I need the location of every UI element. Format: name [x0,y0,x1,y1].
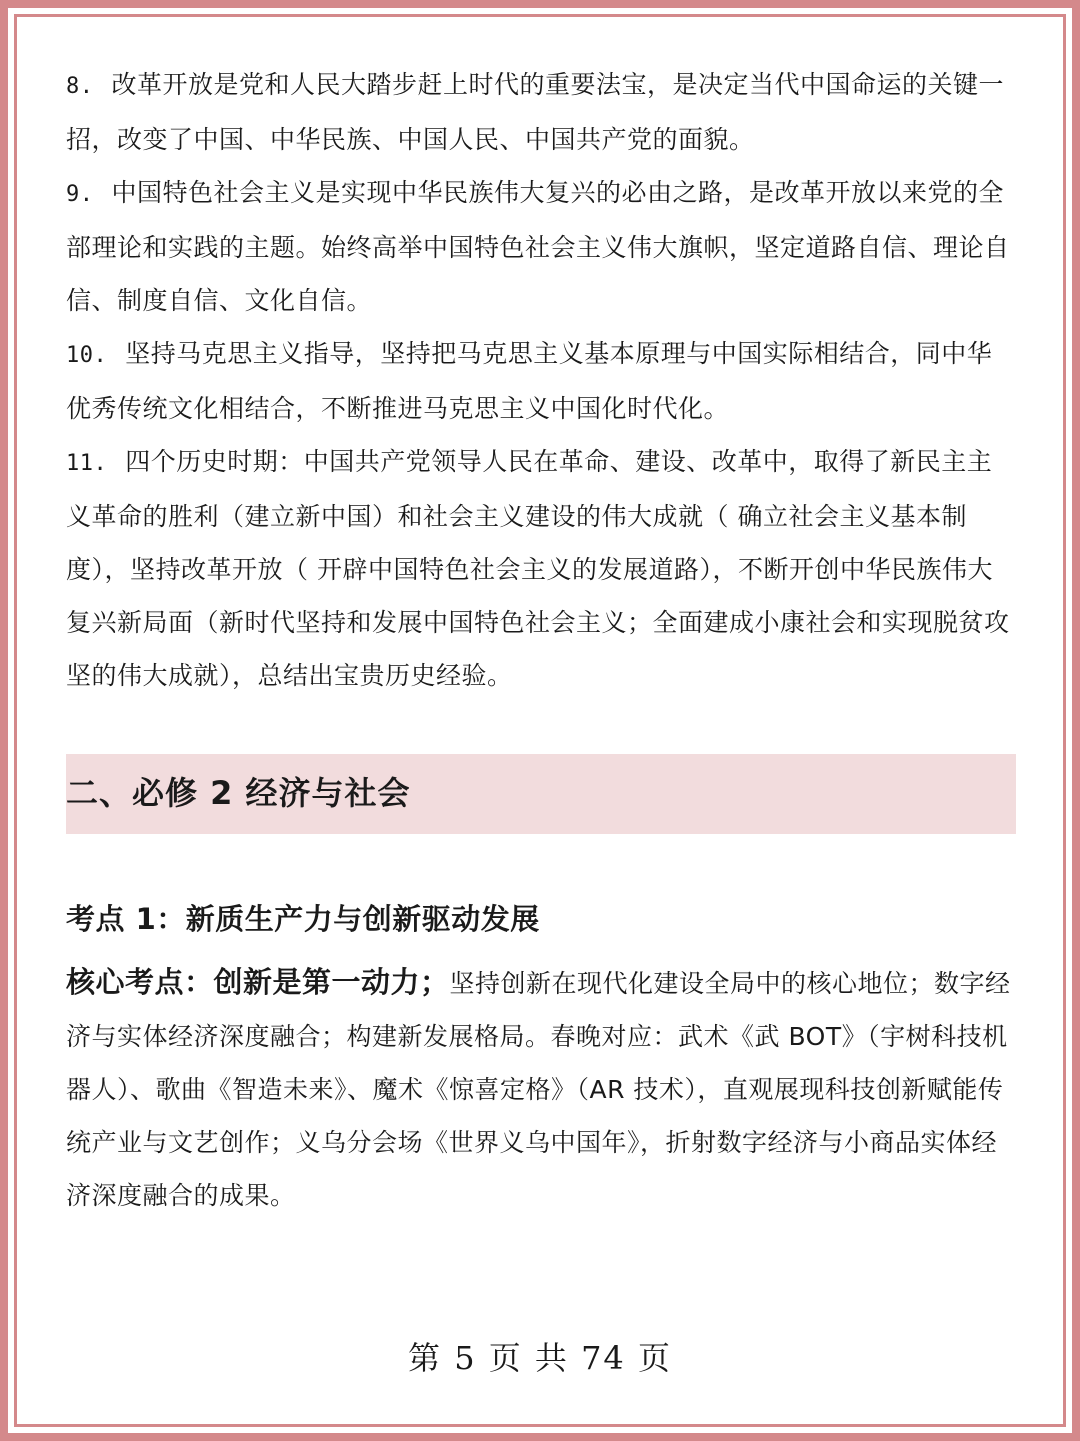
core-point-paragraph [66,956,1016,1222]
item-text: 中国特色社会主义是实现中华民族伟大复兴的必由之路，是改革开放以来党的全部理论和实践的主题。始终高举中国特色社会主义伟大旗帜，坚定道路自信、理论自信、制度自信、文化自信。 [66,178,1010,315]
core-point-label: 核心考点：创新是第一动力； [66,965,450,999]
item-text: 改革开放是党和人民大踏步赶上时代的重要法宝，是决定当代中国命运的关键一招，改变了中国、中华民族、中国人民、中国共产党的面貌。 [66,70,1005,154]
item-text: 四个历史时期：中国共产党领导人民在革命、建设、改革中，取得了新民主主义革命的胜利（建立新中国）和社会主义建设的伟大成就（ 确立社会主义基本制度），坚持改革开放（ 开辟中国特色社会主义的发展道路），不断开创中华民族伟大复兴新局面（新时代坚持和发展中国特色社会主义；全面建成小康社会和实现脱贫攻坚的伟大成就），总结出宝贵历史经验。 [66,447,1010,690]
list-item-8 [66,58,1016,166]
item-number: 11. [66,451,108,476]
page-number: 第 5 页 共 74 页 [408,1339,672,1377]
section-title: 二、必修 2 经济与社会 [66,774,411,812]
core-point-text: 坚持创新在现代化建设全局中的核心地位；数字经济与实体经济深度融合；构建新发展格局。春晚对应：武术《武 BOT》（宇树科技机器人）、歌曲《智造未来》、魔术《惊喜定格》（AR 技术），直观展现科技创新赋能传统产业与文艺创作；义乌分会场《世界义乌中国年》，折射数字经济与小商品实体经济深度融合的成果。 [66,969,1011,1210]
item-text: 坚持马克思主义指导，坚持把马克思主义基本原理与中国实际相结合，同中华优秀传统文化相结合，不断推进马克思主义中国化时代化。 [66,339,993,423]
item-number: 9. [66,182,94,207]
topic-heading: 考点 1：新质生产力与创新驱动发展 [66,902,540,936]
item-number: 8. [66,74,94,99]
list-item-10 [66,327,1016,435]
list-item-11 [66,435,1016,702]
item-number: 10. [66,343,108,368]
list-item-9 [66,166,1016,327]
section-header [66,754,1016,834]
numbered-list [66,58,1016,702]
